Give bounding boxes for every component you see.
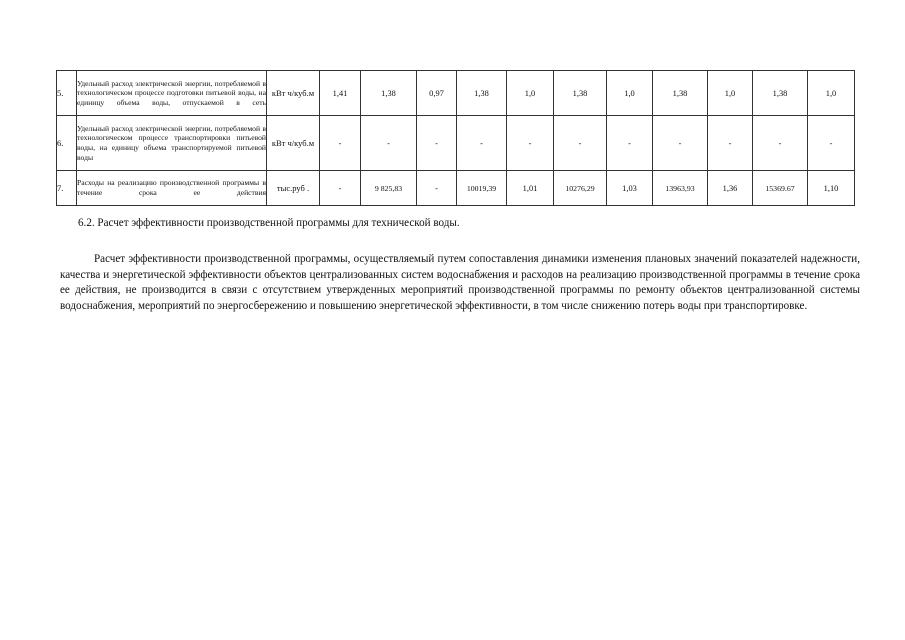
table-cell: - <box>708 116 753 171</box>
row-number: 5. <box>57 71 77 116</box>
table-cell: 1,01 <box>507 171 554 206</box>
table-cell: 1,0 <box>507 71 554 116</box>
table-cell: 10276,29 <box>554 171 607 206</box>
table-cell: 1,38 <box>753 71 808 116</box>
row-unit: тыс.руб . <box>267 171 320 206</box>
table-cell: 0,97 <box>417 71 457 116</box>
row-unit: кВт ч/куб.м <box>267 71 320 116</box>
table-cell: 10019,39 <box>457 171 507 206</box>
row-description: Удельный расход электрической энергии, потребляемой в технологическом процессе транспортировки питьевой воды, на единицу объема транспортируемой питьевой воды <box>77 116 267 171</box>
table-cell: 1,41 <box>320 71 361 116</box>
row-description: Удельный расход электрической энергии, потребляемой в технологическом процессе подготовки питьевой воды, на единицу объема воды, отпускаемой в сеть <box>77 71 267 116</box>
table-cell: 1,38 <box>457 71 507 116</box>
table-cell: - <box>507 116 554 171</box>
table-cell: - <box>808 116 855 171</box>
table-cell: 15369.67 <box>753 171 808 206</box>
row-description: Расходы на реализацию производственной программы в течение срока ее действия <box>77 171 267 206</box>
table-cell: - <box>417 116 457 171</box>
table-cell: 13963,93 <box>653 171 708 206</box>
table-cell: - <box>361 116 417 171</box>
row-number: 6. <box>57 116 77 171</box>
table-cell: 9 825,83 <box>361 171 417 206</box>
indicators-table <box>56 70 855 206</box>
table-cell: - <box>320 116 361 171</box>
table-cell: 1,38 <box>554 71 607 116</box>
table-cell: 1,36 <box>708 171 753 206</box>
table-cell: - <box>607 116 653 171</box>
section-heading: 6.2. Расчет эффективности производственной программы для технической воды. <box>78 217 460 229</box>
table-cell: - <box>753 116 808 171</box>
table-cell: - <box>554 116 607 171</box>
table-cell: 1,0 <box>607 71 653 116</box>
table-cell: 1,10 <box>808 171 855 206</box>
table-row <box>57 71 855 116</box>
row-number: 7. <box>57 171 77 206</box>
row-unit: кВт ч/куб.м <box>267 116 320 171</box>
table-cell: 1,0 <box>708 71 753 116</box>
table-cell: 1,0 <box>808 71 855 116</box>
table-cell: 1,38 <box>653 71 708 116</box>
body-paragraph: Расчет эффективности производственной программы, осуществляемый путем сопоставления динамики изменения плановых значений показателей надежности, качества и энергетической эффективности объектов централизованных систем водоснабжения и расходов на реализацию производственной программы в течение срока ее действия, не производится в связи с отсутствием утвержденных мероприятий производственной программы по ремонту объектов централизованной системы водоснабжения, мероприятий по энергосбережению и повышению энергетической эффективности, в том числе снижению потерь воды при транспортировке. <box>60 253 860 312</box>
table-cell: - <box>320 171 361 206</box>
table-cell: 1,38 <box>361 71 417 116</box>
table-row <box>57 116 855 171</box>
table-cell: 1,03 <box>607 171 653 206</box>
table-row <box>57 171 855 206</box>
table-cell: - <box>653 116 708 171</box>
table-cell: - <box>417 171 457 206</box>
table-cell: - <box>457 116 507 171</box>
